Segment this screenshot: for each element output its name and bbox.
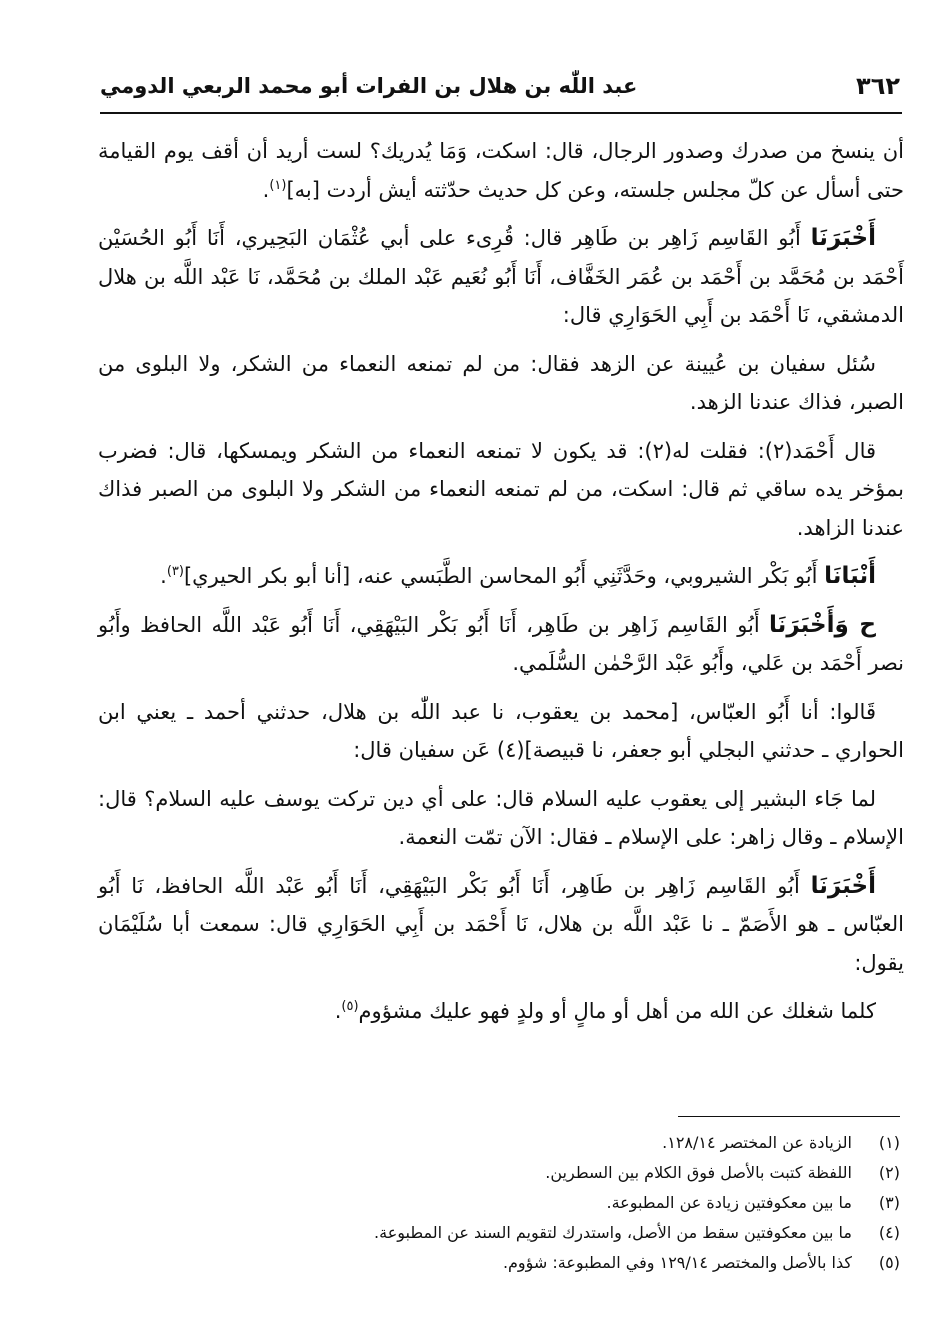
header-rule (100, 112, 902, 114)
footnote-ref: (١) (269, 177, 287, 193)
narration-paragraph (98, 432, 904, 548)
transmission-keyword: أَخْبَرَنَا (810, 225, 876, 251)
footnote (100, 1128, 900, 1158)
footnote-rule (678, 1116, 900, 1117)
footnote-ref: (٥) (341, 999, 359, 1014)
page-header (100, 66, 900, 106)
narration-paragraph (98, 780, 904, 857)
page-number: ٣٦٢ (856, 72, 900, 100)
footnote-number: (٢) (878, 1163, 900, 1182)
footnote-number: (٣) (878, 1193, 900, 1212)
paragraph-text: أَبُو القَاسِم زَاهِر بن طَاهِر، أَنَا أَبُو بَكْر البَيْهَقِي، أَنَا أَبُو عَبْد اللَّه الحافظ وأَبُو نصر أَحْمَد بن عَلي، وأَبُو عَبْد الرَّحْمٰن السُّلَمي. (98, 612, 904, 675)
narration-paragraph (98, 345, 904, 422)
paragraph-text: أن ينسخ من صدرك وصدور الرجال، قال: اسكت، وَمَا يُدريك؟ لست أريد أن أقف يوم القيامة حتى أسأل عن كلّ مجلس جلسته، وعن كل حديث حدّثته أيش أردت [به] (98, 139, 904, 202)
footnote-number: (٥) (878, 1253, 900, 1272)
paragraph-tail: . (262, 177, 270, 202)
paragraph-text: أَبُو القَاسِم زَاهِر بن طَاهِر، أَنَا أَبُو بَكْر البَيْهَقِي، أَنَا أَبُو عَبْد اللَّه الحافظ، نَا أَبُو العبّاس ـ هو الأَصَمّ ـ نا عَبْد اللَّه بن هلال، نَا أَحْمَد بن أَبِي الحَوَارِي قال: سمعت أبا سُلَيْمَان يقول: (98, 873, 904, 975)
footnote-ref: (٣) (166, 564, 184, 579)
narration-paragraph (98, 992, 904, 1031)
paragraph-text: أَبُو القَاسِم زَاهِر بن طَاهِر قال: قُرِىء على أبي عُثْمَان البَحِيري، أَنَا أَبُو الحُسَيْن أَحْمَد بن مُحَمَّد بن أَحْمَد بن عُمَر الخَفَّاف، أَنَا أَبُو نُعَيم عَبْد الملك بن مُحَمَّد، نَا عَبْد اللَّه بن هلال الدمشقي، نَا أَحْمَد بن أَبِي الحَوَارِي قال: (98, 226, 904, 327)
footnote-text: ما بين معكوفتين زيادة عن المطبوعة. (606, 1193, 852, 1212)
transmission-keyword: أَنْبَانَا (824, 563, 876, 589)
paragraph-text: لما جَاء البشير إلى يعقوب عليه السلام قال: على أي دين تركت يوسف عليه السلام؟ قال: الإسلام ـ وقال زاهر: على الإسلام ـ فقال: الآن تمّت النعمة. (98, 786, 904, 849)
footnote-text: ما بين معكوفتين سقط من الأصل، واستدرك لتقويم السند عن المطبوعة. (374, 1223, 852, 1242)
paragraph-continuation (98, 132, 904, 209)
paragraph-tail: . (334, 999, 342, 1023)
paragraph-text: قال أَحْمَد(٢): فقلت له(٢): قد يكون لا تمنعه النعماء من الشكر ويمسكها، قال: فضرب بمؤخر يده ساقي ثم قال: اسكت، من لم تمنعه النعماء من الشكر ولا البلوى من الصبر فذاك عندنا الزاهد. (98, 438, 904, 540)
paragraph-text: قَالوا: أنا أَبُو العبّاس، [محمد بن يعقوب، نا عبد اللّٰه بن هلال، حدثني أحمد ـ يعني ابن الحواري ـ حدثني البجلي أبو جعفر، نا قبيصة](٤) عَن سفيان قال: (98, 699, 904, 762)
footnote (100, 1218, 900, 1248)
footnote (100, 1158, 900, 1188)
footnote-text: اللفظة كتبت بالأصل فوق الكلام بين السطرين. (545, 1163, 852, 1182)
footnotes (100, 1128, 900, 1278)
isnad-paragraph (98, 557, 904, 596)
paragraph-text: أَبُو بَكْر الشيروبي، وحَدَّثَنِي أَبُو المحاسن الطَّبَسي عنه، [أنا أبو بكر الحيري] (183, 564, 825, 588)
footnote-number: (١) (878, 1133, 900, 1152)
footnote-number: (٤) (878, 1223, 900, 1242)
paragraph-text: سُئل سفيان بن عُيينة عن الزهد فقال: من لم تمنعه النعماء من الشكر، ولا البلوى من الصبر، فذاك عندنا الزهد. (98, 351, 904, 414)
paragraph-tail: . (160, 564, 167, 588)
isnad-paragraph (98, 606, 904, 683)
isnad-paragraph (98, 867, 904, 983)
transmission-keyword: ح وَأَخْبَرَنَا (769, 611, 876, 638)
running-title: عبد اللّٰه بن هلال بن الفرات أبو محمد الربعي الدومي (100, 74, 638, 98)
transmission-keyword: أَخْبَرَنَا (810, 872, 876, 899)
paragraph-text: كلما شغلك عن الله من أهل أو مالٍ أو ولدٍ فهو عليك مشؤوم (358, 999, 876, 1023)
isnad-paragraph (98, 693, 904, 770)
isnad-paragraph (98, 219, 904, 335)
footnote-text: كذا بالأصل والمختصر ١٢٩/١٤ وفي المطبوعة: شؤوم. (502, 1253, 852, 1272)
footnote (100, 1248, 900, 1278)
footnote-text: الزيادة عن المختصر ١٢٨/١٤. (662, 1133, 852, 1152)
footnote (100, 1188, 900, 1218)
main-text (98, 132, 904, 1041)
